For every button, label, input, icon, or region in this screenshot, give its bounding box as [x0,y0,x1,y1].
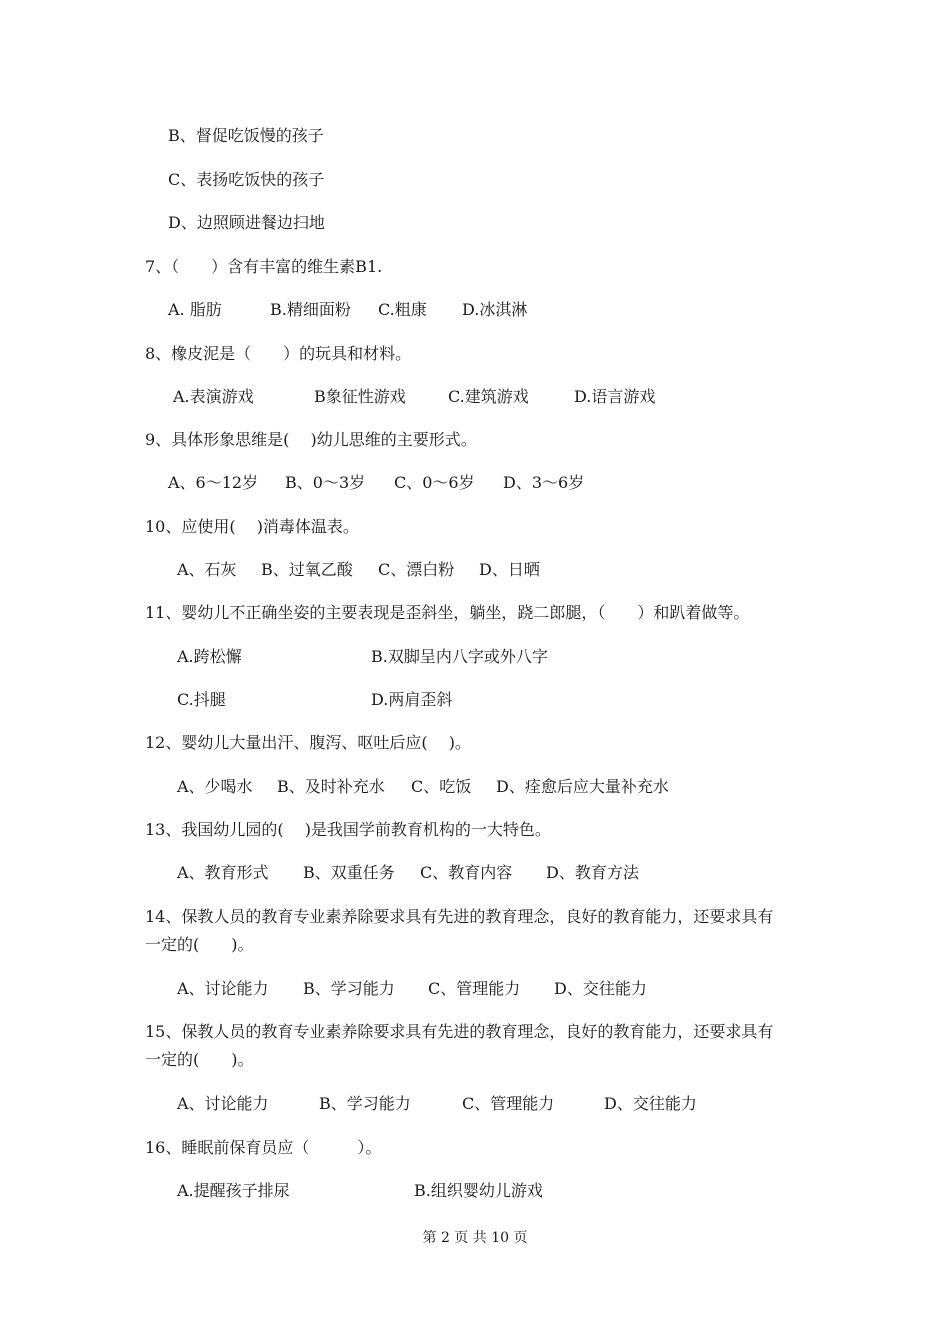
q11-option-d: D.两肩歪斜 [371,690,453,709]
page-number-footer: 第 2 页 共 10 页 [422,1230,528,1246]
q6-option-b: B、督促吃饭慢的孩子 [168,126,324,145]
q13-option-b: B、双重任务 [303,863,395,882]
q9-option-c: C、0～6岁 [394,473,475,492]
q15-stem-line1: 15、保教人员的教育专业素养除要求具有先进的教育理念，良好的教育能力，还要求具有 [145,1022,774,1041]
q11-option-b: B.双脚呈内八字或外八字 [371,647,548,666]
q7-option-d: D.冰淇淋 [462,300,528,319]
q8-option-c: C.建筑游戏 [448,387,529,406]
q15-stem-line2: 一定的( )。 [145,1050,254,1069]
q14-stem-line1: 14、保教人员的教育专业素养除要求具有先进的教育理念，良好的教育能力，还要求具有 [145,907,774,926]
q13-option-c: C、教育内容 [420,863,513,882]
q6-option-d: D、边照顾进餐边扫地 [168,213,325,232]
q10-option-c: C、漂白粉 [378,560,455,579]
q10-stem: 10、应使用( )消毒体温表。 [145,517,359,536]
q12-option-d: D、痊愈后应大量补充水 [496,777,669,796]
q16-option-a: A.提醒孩子排尿 [177,1181,290,1200]
q16-option-b: B.组织婴幼儿游戏 [414,1181,543,1200]
q11-stem: 11、婴幼儿不正确坐姿的主要表现是歪斜坐，躺坐，跷二郎腿，（ ）和趴着做等。 [145,603,750,622]
q16-stem: 16、睡眠前保育员应（ ）。 [145,1138,382,1157]
q9-stem: 9、具体形象思维是( )幼儿思维的主要形式。 [145,430,477,449]
q7-stem: 7、（ ）含有丰富的维生素B1. [145,257,383,276]
q13-option-d: D、教育方法 [546,863,639,882]
q10-option-b: B、过氧乙酸 [261,560,353,579]
q8-option-d: D.语言游戏 [574,387,656,406]
q12-option-b: B、及时补充水 [277,777,385,796]
q11-option-a: A.跨松懈 [177,647,242,666]
q7-option-b: B.精细面粉 [270,300,351,319]
q14-option-b: B、学习能力 [303,979,395,998]
q6-option-c: C、表扬吃饭快的孩子 [168,170,325,189]
q8-option-b: B象征性游戏 [314,387,406,406]
q14-option-d: D、交往能力 [554,979,647,998]
q15-option-c: C、管理能力 [462,1094,555,1113]
q15-option-d: D、交往能力 [604,1094,697,1113]
q9-option-b: B、0～3岁 [285,473,366,492]
q15-option-b: B、学习能力 [319,1094,411,1113]
q12-option-a: A、少喝水 [177,777,253,796]
q11-option-c: C.抖腿 [177,690,226,709]
q14-stem-line2: 一定的( )。 [145,935,254,954]
q13-option-a: A、教育形式 [177,863,269,882]
q8-option-a: A.表演游戏 [173,387,254,406]
q7-option-a: A. 脂肪 [168,300,222,319]
q7-option-c: C.粗康 [378,300,427,319]
q12-stem: 12、婴幼儿大量出汗、腹泻、呕吐后应( )。 [145,733,471,752]
q15-option-a: A、讨论能力 [177,1094,269,1113]
q12-option-c: C、吃饭 [411,777,472,796]
q14-option-a: A、讨论能力 [177,979,269,998]
q13-stem: 13、我国幼儿园的( )是我国学前教育机构的一大特色。 [145,820,551,839]
q10-option-d: D、日晒 [479,560,540,579]
q10-option-a: A、石灰 [177,560,237,579]
q9-option-a: A、6～12岁 [168,473,259,492]
q8-stem: 8、橡皮泥是（ ）的玩具和材料。 [145,344,412,363]
q14-option-c: C、管理能力 [428,979,521,998]
q9-option-d: D、3～6岁 [503,473,585,492]
